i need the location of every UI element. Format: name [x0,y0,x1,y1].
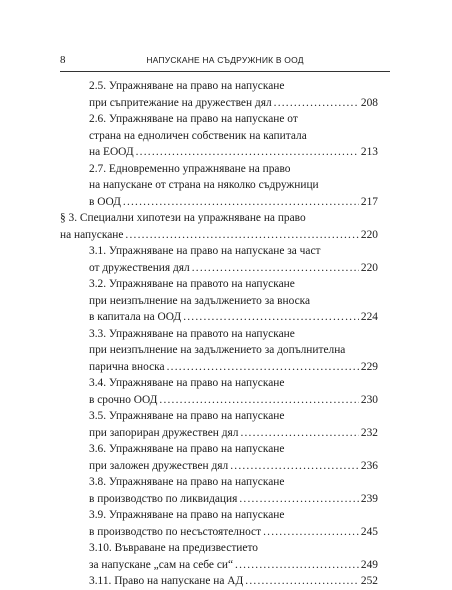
toc-page-number: 232 [360,426,378,439]
toc-entry-title: на ЕООД [89,146,134,158]
running-head: НАПУСКАНЕ НА СЪДРУЖНИК В ООД [146,55,304,65]
toc-entry [60,326,378,376]
toc-entry-title: страна на едноличен собственик на капитала [89,129,307,142]
toc-leader-dots [136,144,359,161]
toc-entry-line [89,194,378,211]
toc-entry [60,210,378,243]
toc-entry-line [89,111,378,128]
toc-entry [60,276,378,326]
toc-entry-line [89,161,378,178]
toc-entry-title: 2.5. Упражняване на право на напускане [89,80,285,92]
toc-entry-title: 2.7. Едновременно упражняване на право [89,162,291,175]
toc-leader-dots [245,573,359,590]
toc-entry-title: парична вноска [89,360,165,373]
toc-entry-line [89,260,378,277]
toc-entry-title: при съпритежание на дружествен дял [89,96,272,109]
toc-entry-title: при неизпълнение на задължението за допълнителна [89,344,346,356]
toc-entry-title: 3.9. Упражняване на право на напускане [89,509,285,521]
toc-entry-title: 3.4. Упражняване на право на напускане [89,377,285,389]
toc-entry-line [89,144,378,161]
toc-entry-title: в производство по ликвидация [89,492,238,505]
toc-page-number: 230 [360,393,378,406]
toc-entry-title: в капитала на ООД [89,311,182,323]
toc-entry-line [89,524,378,541]
toc-leader-dots [125,227,358,244]
toc-entry-line [89,375,378,392]
toc-entry-line [89,293,378,310]
toc-entry-title: в ООД [89,195,121,208]
toc-entry-title: § 3. Специални хипотези на упражняване на право [60,212,306,224]
toc-entry-title: 3.3. Упражняване на правото на напускане [89,327,295,340]
toc-entry-title: в производство по несъстоятелност [89,525,262,538]
toc-page-number: 249 [360,558,378,571]
toc-entry-line [89,557,378,574]
toc-entry [60,161,378,211]
toc-leader-dots [263,524,359,541]
toc-leader-dots [239,491,359,508]
toc-entry-line [89,359,378,376]
toc-page-number: 224 [360,311,378,323]
toc-entry [60,474,378,507]
toc-entry-title: в срочно ООД [89,393,158,406]
toc-entry [60,243,378,276]
toc-entry-line [89,491,378,508]
toc-entry-line [89,425,378,442]
toc-entry-title: 3.1. Упражняване на право на напускане за част [89,245,321,257]
toc-entry [60,441,378,474]
toc-leader-dots [123,194,359,211]
toc-entry [60,408,378,441]
toc-entry-line [89,540,378,557]
toc-entry-line [89,177,378,194]
toc-leader-dots [192,260,359,277]
toc-entry-title: от дружествения дял [89,261,190,274]
toc-leader-dots [230,458,359,475]
toc-entry-line [89,78,378,95]
toc-entry [60,375,378,408]
toc-entry [60,573,378,590]
toc-entry-line [89,507,378,524]
toc-entry-line [89,309,378,326]
toc-entry-line [89,408,378,425]
toc-entry-line [89,474,378,491]
toc-entry-line [89,342,378,359]
toc-page-number: 236 [360,459,378,472]
toc-entry [60,111,378,161]
toc-entry [60,78,378,111]
toc-page-number: 239 [360,492,378,505]
toc-entry-line [89,95,378,112]
toc-entry-line [60,210,378,227]
toc-entry-line [89,441,378,458]
toc-page-number: 208 [360,96,378,109]
toc-page-number: 213 [360,146,378,158]
header-rule [60,71,390,72]
toc-page-number: 220 [360,261,378,274]
toc-entry-title: 3.10. Въвраване на предизвестието [89,542,258,554]
toc-entry-title: 3.5. Упражняване на право на напускане [89,410,285,422]
toc-entry-title: при заложен дружествен дял [89,459,229,472]
toc-entry-title: на напускане [60,228,124,241]
toc-entry-line [89,573,378,590]
toc-leader-dots [183,309,359,326]
toc-entry-line [89,128,378,145]
toc-entry-line [89,243,378,260]
page-header [60,54,390,70]
toc-entry-line [89,458,378,475]
toc-leader-dots [240,425,358,442]
toc-leader-dots [159,392,359,409]
toc-leader-dots [274,95,359,112]
toc-entry-title: 2.6. Упражняване на право на напускане от [89,113,298,125]
toc-leader-dots [167,359,359,376]
toc-entry [60,540,378,573]
toc-entry-title: 3.2. Упражняване на правото на напускане [89,278,295,290]
toc-entry-title: 3.11. Право на напускане на АД [89,575,244,587]
toc-page-number: 217 [360,195,378,208]
toc-entry-title: при запориран дружествен дял [89,426,239,439]
toc-entry-line [89,276,378,293]
toc-page-number: 229 [360,360,378,373]
toc-entry-title: при неизпълнение на задължението за вноска [89,294,311,307]
toc-entry-line [89,392,378,409]
toc-entry-title: на напускане от страна на няколко съдружници [89,179,319,191]
toc-page-number: 220 [360,228,378,241]
toc-entry-line [60,227,378,244]
toc-entry-title: за напускане „сам на себе си“ [89,558,234,571]
toc-entry-title: 3.6. Упражняване на право на напускане [89,443,285,455]
toc-leader-dots [235,557,359,574]
toc-entry-title: 3.8. Упражняване на право на напускане [89,476,285,488]
toc-page-number: 252 [360,575,378,587]
toc-entry [60,507,378,540]
toc-entry-line [89,326,378,343]
table-of-contents [60,78,378,590]
toc-page-number: 245 [360,525,378,538]
page-number: 8 [60,54,66,66]
